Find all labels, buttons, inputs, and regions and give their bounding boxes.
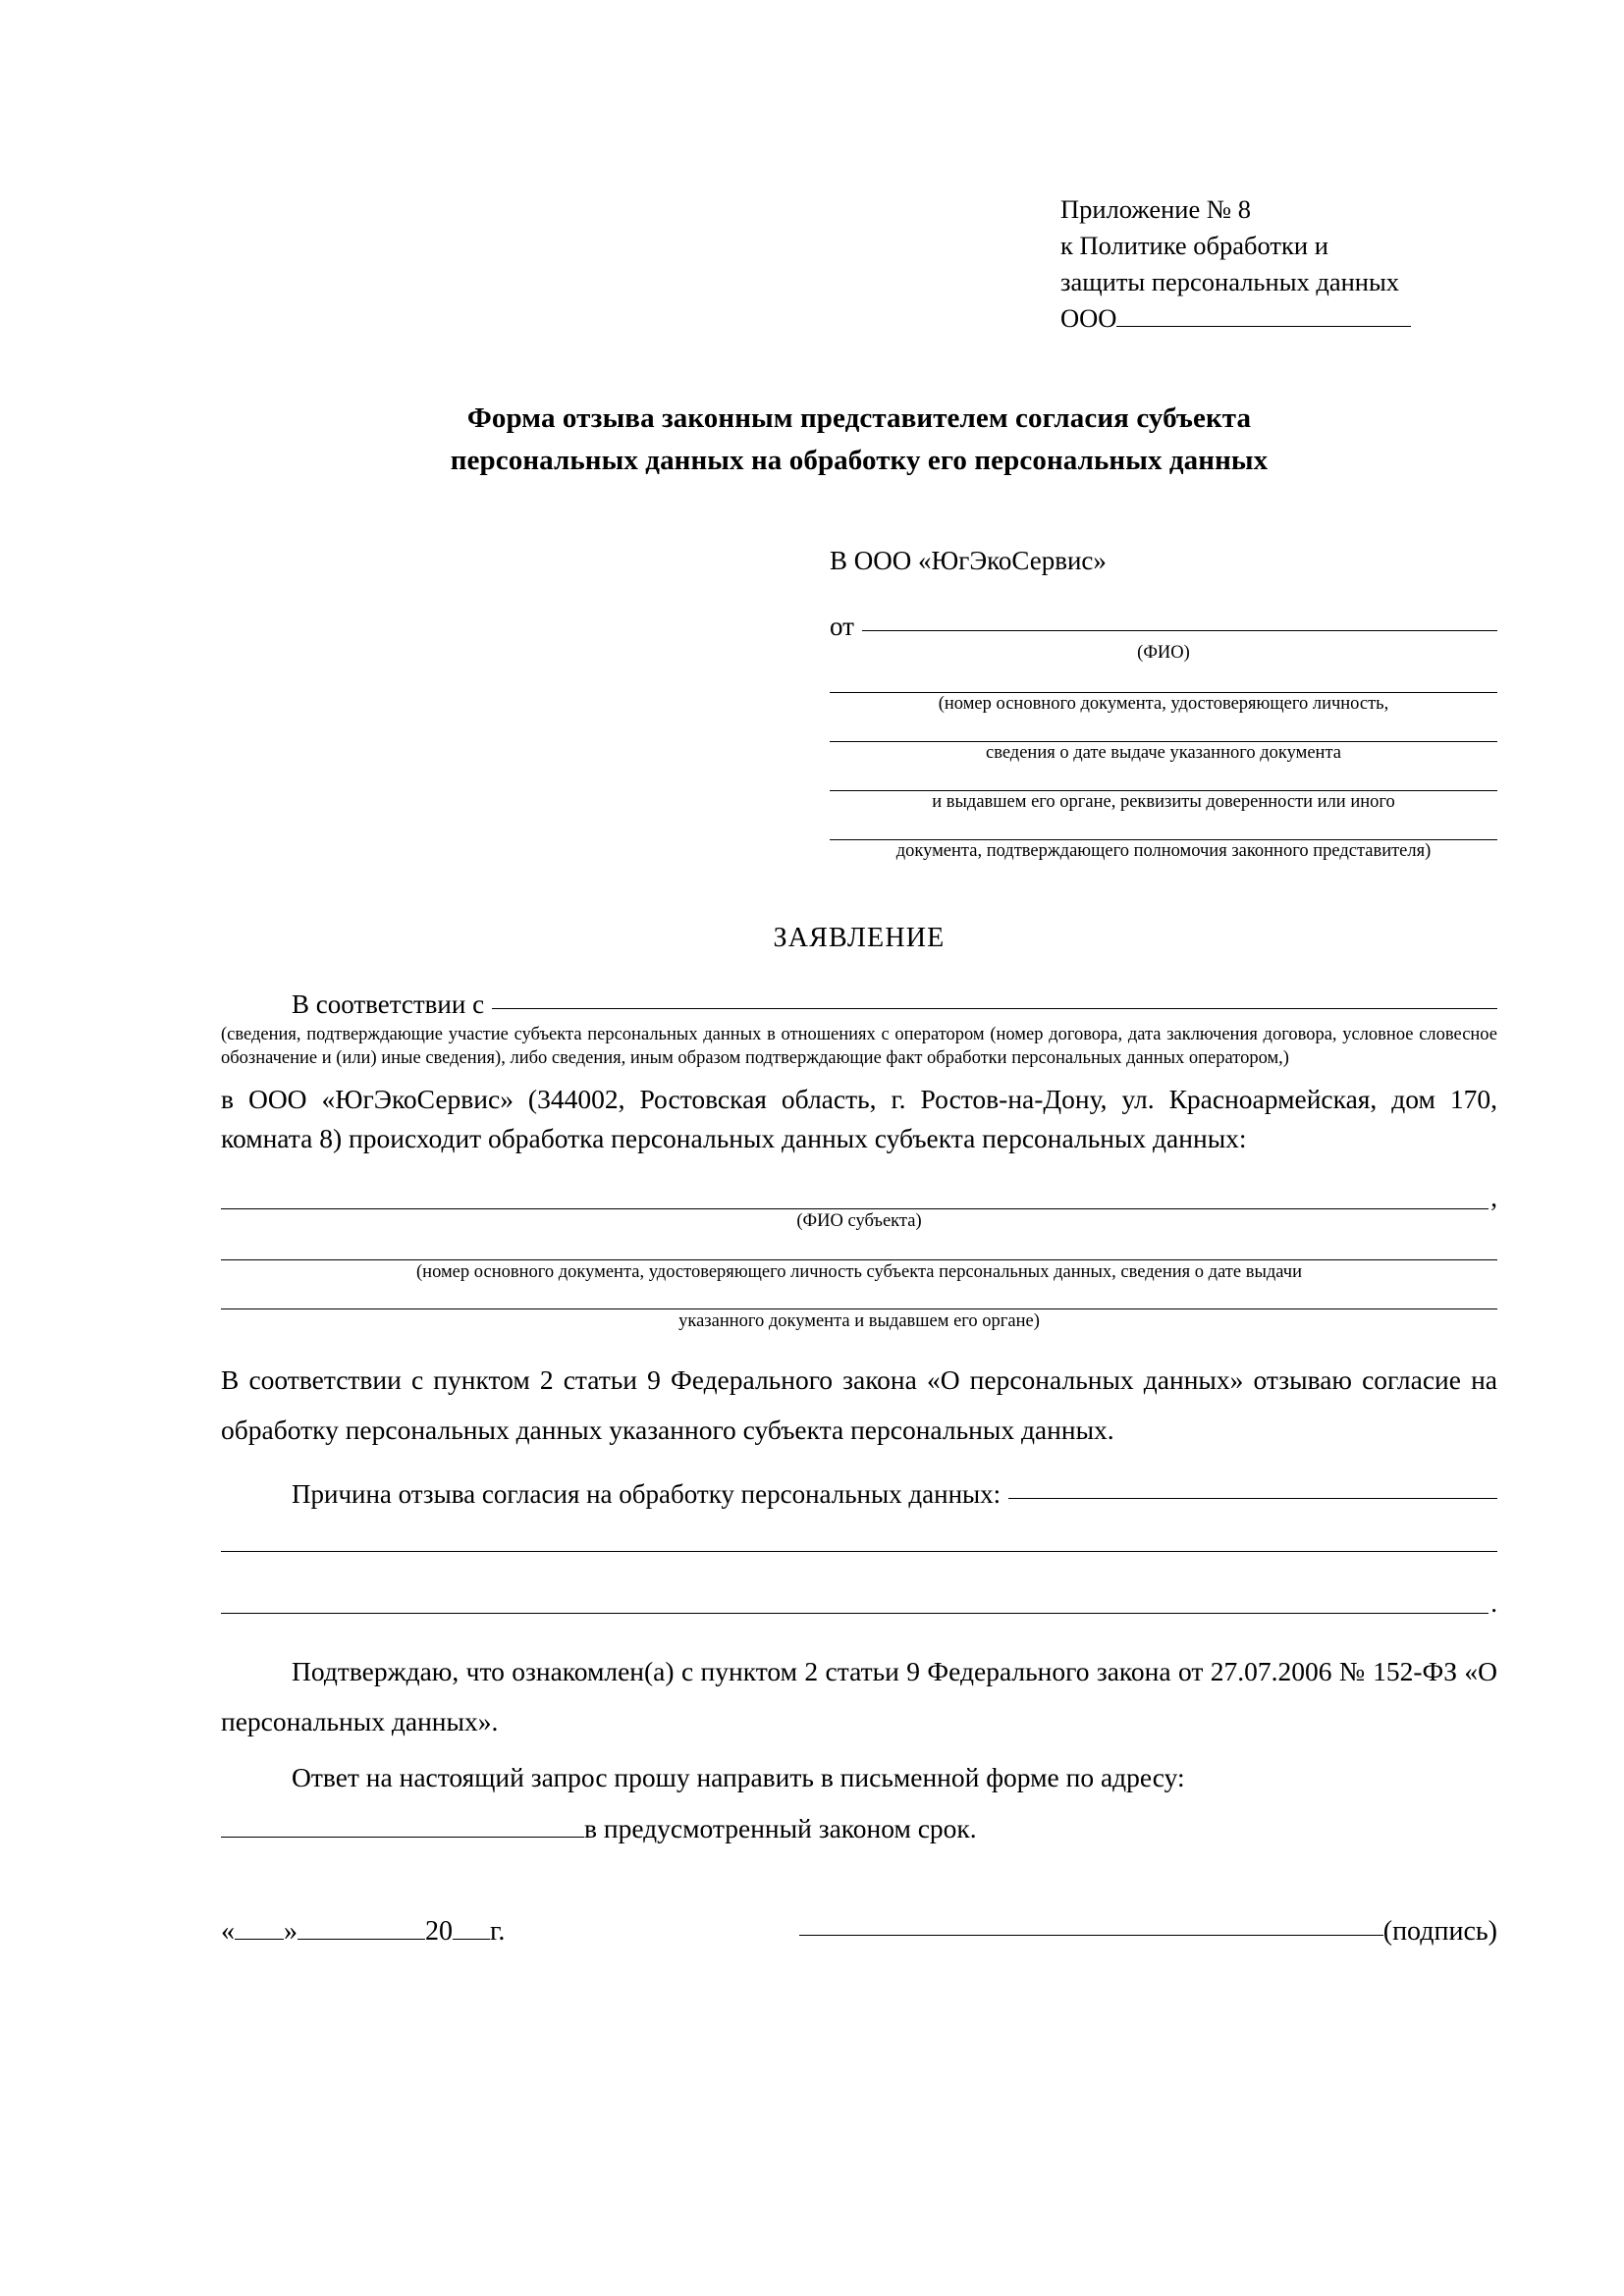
from-captions — [221, 642, 1497, 864]
date-month-blank — [298, 1913, 425, 1940]
answer-address-blank — [221, 1807, 584, 1838]
confirm-paragraph: Подтверждаю, что ознакомлен(а) с пунктом 2 статьи 9 Федерального закона от 27.07.2006 № 152-ФЗ «О персональных данных». — [221, 1656, 1497, 1736]
reason-row — [221, 1479, 1497, 1510]
footer-row — [221, 1913, 1497, 1948]
appendix-line-3: защиты персональных данных — [1060, 267, 1400, 297]
caption-doc-2: сведения о дате выдаче указанного документа — [986, 743, 1341, 764]
date-close-quote: » — [284, 1915, 298, 1947]
caption-doc-4: документа, подтверждающего полномочия законного представителя) — [895, 841, 1432, 862]
accordance-blank-line — [492, 1008, 1497, 1009]
caption-doc-3: и выдавшем его органе, реквизиты доверенности или иного — [932, 792, 1395, 813]
caption-subject-doc-2: указанного документа и выдавшем его органе) — [678, 1310, 1040, 1331]
page-title-line-1: Форма отзыва законным представителем согласия субъекта — [466, 402, 1252, 435]
signature-label: (подпись) — [1382, 1915, 1497, 1947]
subject-doc-blank-1 — [221, 1259, 1497, 1260]
statement-heading: ЗАЯВЛЕНИЕ — [773, 922, 946, 953]
signature-blank-line — [799, 1935, 1382, 1936]
accordance-label: В соответствии с — [292, 988, 485, 1019]
caption-fio: (ФИО) — [1137, 642, 1190, 663]
appendix-line-1: Приложение № 8 — [1060, 194, 1252, 224]
accordance-row — [221, 989, 1497, 1020]
appendix-org-label: ООО — [1060, 303, 1117, 334]
document-content — [221, 191, 1497, 1948]
answer-address-row — [221, 1807, 1497, 1848]
reason-row-3 — [221, 1587, 1497, 1618]
appendix-line-4 — [1060, 300, 1497, 337]
subject-doc-blank-2 — [221, 1308, 1497, 1309]
caption-subject-fio: (ФИО субъекта) — [796, 1210, 922, 1231]
subject-fio-row — [221, 1183, 1497, 1213]
org-paragraph: в ООО «ЮгЭкоСервис» (344002, Ростовская область, г. Ростов-на-Дону, ул. Красноармейская, дом 170, комната 8) происходит обработка персональных данных субъекта персональных данных: — [221, 1084, 1497, 1154]
addressee-org: В ООО «ЮгЭкоСервис» — [830, 546, 1107, 576]
answer-tail: в предусмотренный законом срок. — [584, 1812, 977, 1843]
appendix-header — [1060, 191, 1497, 337]
date-day-blank — [235, 1913, 284, 1940]
reason-blank-line-2 — [221, 1551, 1497, 1552]
reason-blank-line-3 — [221, 1613, 1489, 1614]
subject-fio-blank — [221, 1208, 1489, 1209]
appendix-org-blank — [1116, 300, 1411, 327]
from-label: от — [830, 611, 854, 641]
subject-fio-comma: , — [1490, 1183, 1497, 1213]
from-row — [221, 612, 1497, 642]
page-title-line-2: персональных данных на обработку его персональных данных — [450, 445, 1269, 477]
date-suffix: г. — [490, 1915, 506, 1947]
reason-label: Причина отзыва согласия на обработку персональных данных: — [292, 1478, 1001, 1509]
date-field — [221, 1913, 505, 1948]
date-open-quote: « — [221, 1915, 235, 1947]
accordance-note: (сведения, подтверждающие участие субъекта персональных данных в отношениях с оператором (номер договора, дата заключения договора, условное словесное обозначение и (или) иные сведения), либо сведения, иным образом подтверждающие факт обработки персональных данных оператором,) — [221, 1024, 1497, 1069]
reason-blank-line-1 — [1008, 1498, 1497, 1499]
reason-tail-dot: . — [1490, 1587, 1497, 1618]
caption-doc-1: (номер основного документа, удостоверяющего личность, — [938, 694, 1389, 715]
date-year-blank — [453, 1913, 490, 1940]
date-year: 20 — [425, 1915, 453, 1947]
withdraw-paragraph: В соответствии с пунктом 2 статьи 9 Федерального закона «О персональных данных» отзываю согласие на обработку персональных данных указанного субъекта персональных данных. — [221, 1363, 1497, 1445]
appendix-line-2: к Политике обработки и — [1060, 231, 1328, 261]
answer-paragraph: Ответ на настоящий запрос прошу направить в письменной форме по адресу: — [292, 1761, 1185, 1792]
from-blank-line — [862, 630, 1497, 631]
caption-subject-doc-1: (номер основного документа, удостоверяющего личность субъекта персональных данных, сведения о дате выдачи — [416, 1261, 1302, 1282]
page-title — [221, 398, 1497, 482]
